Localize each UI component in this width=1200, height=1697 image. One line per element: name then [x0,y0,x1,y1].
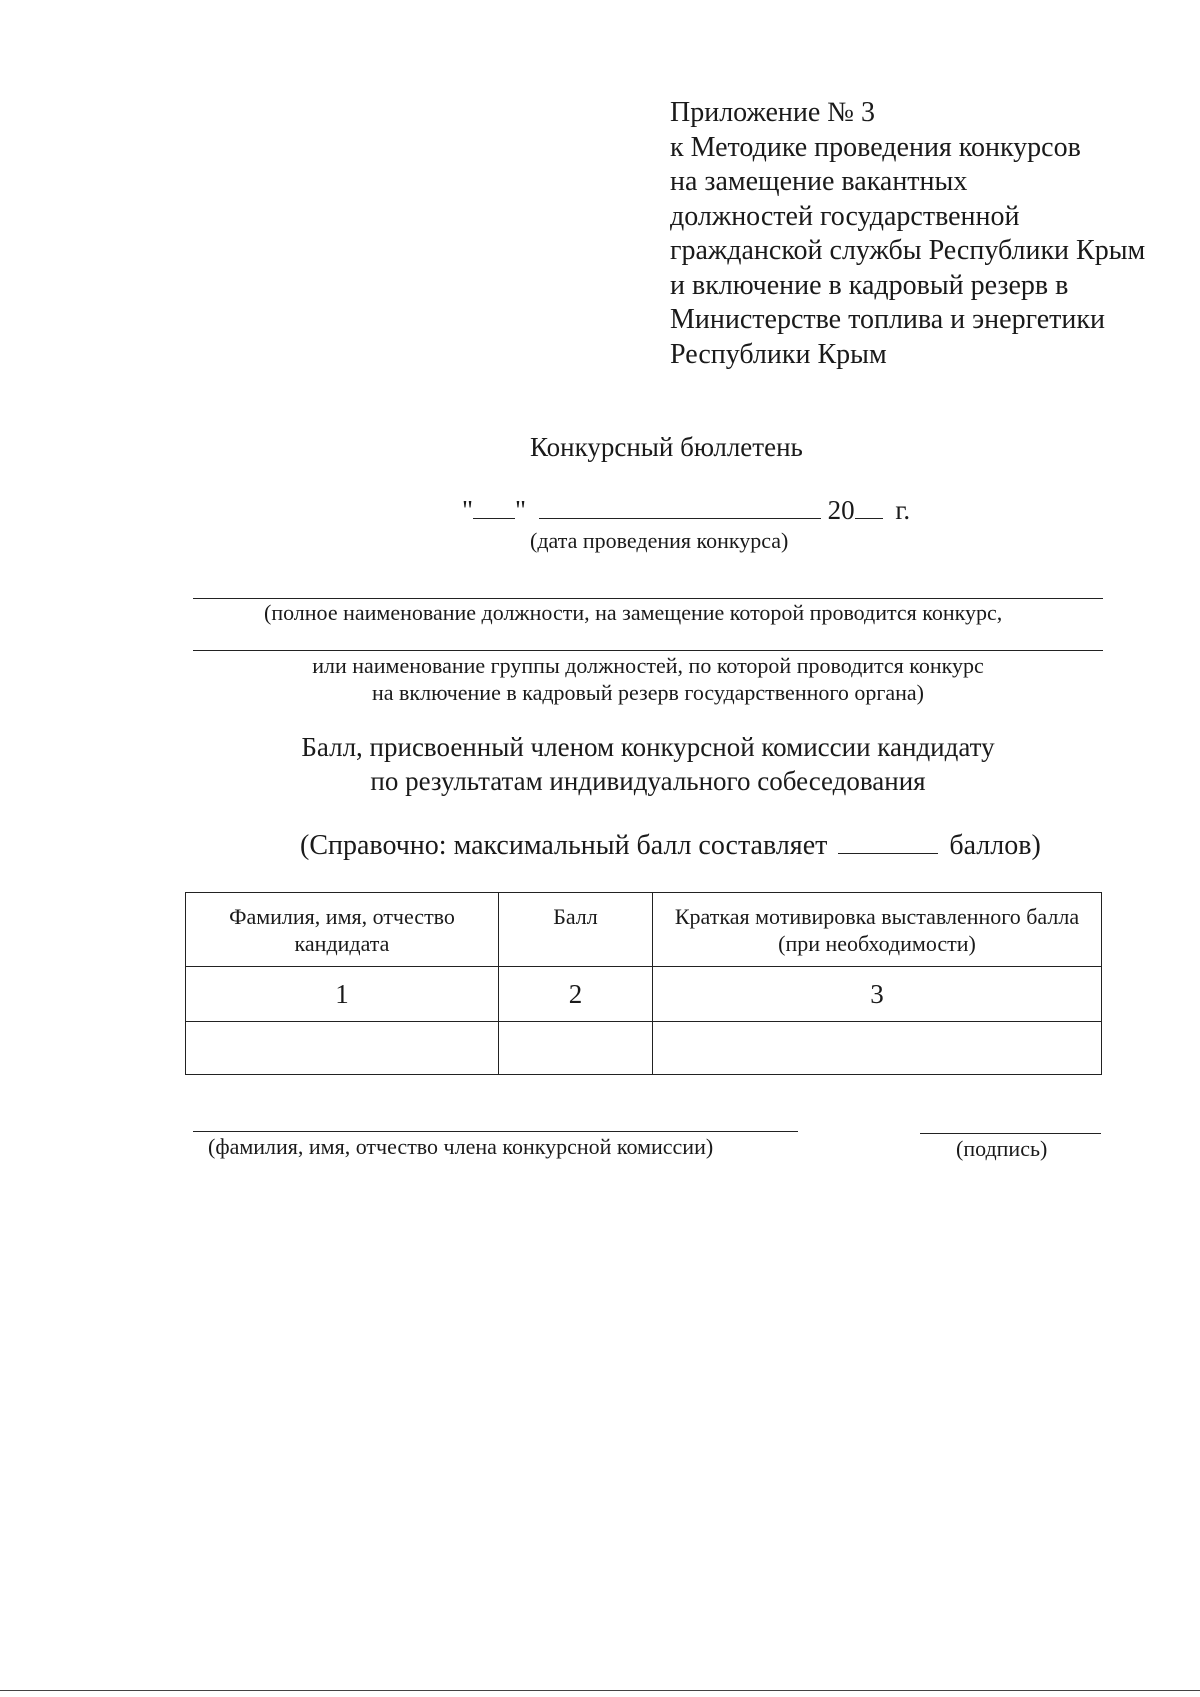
scan-edge-line [0,1690,1200,1691]
appendix-line: гражданской службы Республики Крым [670,235,1146,266]
score-table [185,892,1102,1075]
column-number: 2 [499,967,653,1022]
max-score-reference [300,827,1041,863]
signature-line [920,1133,1101,1134]
position-line-1 [193,598,1103,599]
appendix-line: должностей государственной [670,200,1020,232]
position-caption-1: (полное наименование должности, на замещение которой проводится конкурс, [264,600,1003,625]
month-blank [539,492,821,519]
score-heading [193,730,1103,798]
position-caption-2 [193,652,1103,706]
appendix-line: Республики Крым [670,338,887,370]
position-caption-2-line: на включение в кадровый резерв государственного органа) [372,680,924,705]
document-title: Конкурсный бюллетень [530,432,803,462]
date-line [462,492,910,526]
signature-caption: (подпись) [956,1136,1048,1161]
position-line-2 [193,650,1103,651]
year-blank [855,492,883,519]
score-heading-line: по результатам индивидуального собеседования [370,766,926,796]
date-open-quote: " [462,495,474,525]
empty-cell-candidate[interactable] [186,1022,499,1075]
appendix-line: Министерстве топлива и энергетики [670,304,1105,335]
column-number: 1 [186,967,499,1022]
date-caption: (дата проведения конкурса) [530,528,789,553]
table-header-row [186,893,1102,967]
appendix-header [670,96,1170,372]
day-blank [473,492,515,519]
reference-prefix: (Справочно: максимальный балл составляет [300,830,828,861]
empty-cell-score[interactable] [499,1022,653,1075]
empty-cell-motivation[interactable] [653,1022,1102,1075]
member-name-line [193,1131,798,1132]
table-row [186,1022,1102,1075]
year-prefix: 20 [827,495,855,525]
date-close-quote: " [515,495,527,525]
year-suffix: г. [895,495,911,525]
reference-suffix: баллов) [949,830,1041,861]
max-score-blank [838,827,938,854]
header-motivation: Краткая мотивировка выставленного балла (при необходимости) [653,893,1102,967]
appendix-line: к Методике проведения конкурсов [670,131,1081,163]
member-name-caption: (фамилия, имя, отчество члена конкурсной комиссии) [208,1134,714,1159]
score-heading-line: Балл, присвоенный членом конкурсной комиссии кандидату [301,732,995,762]
header-candidate-name: Фамилия, имя, отчество кандидата [186,893,499,967]
header-score: Балл [499,893,653,967]
column-number: 3 [653,967,1102,1022]
table-row [186,967,1102,1022]
appendix-line: на замещение вакантных [670,166,968,197]
appendix-line: и включение в кадровый резерв в [670,269,1069,301]
position-caption-2-line: или наименование группы должностей, по которой проводится конкурс [312,653,984,678]
appendix-line: Приложение № 3 [670,97,875,128]
